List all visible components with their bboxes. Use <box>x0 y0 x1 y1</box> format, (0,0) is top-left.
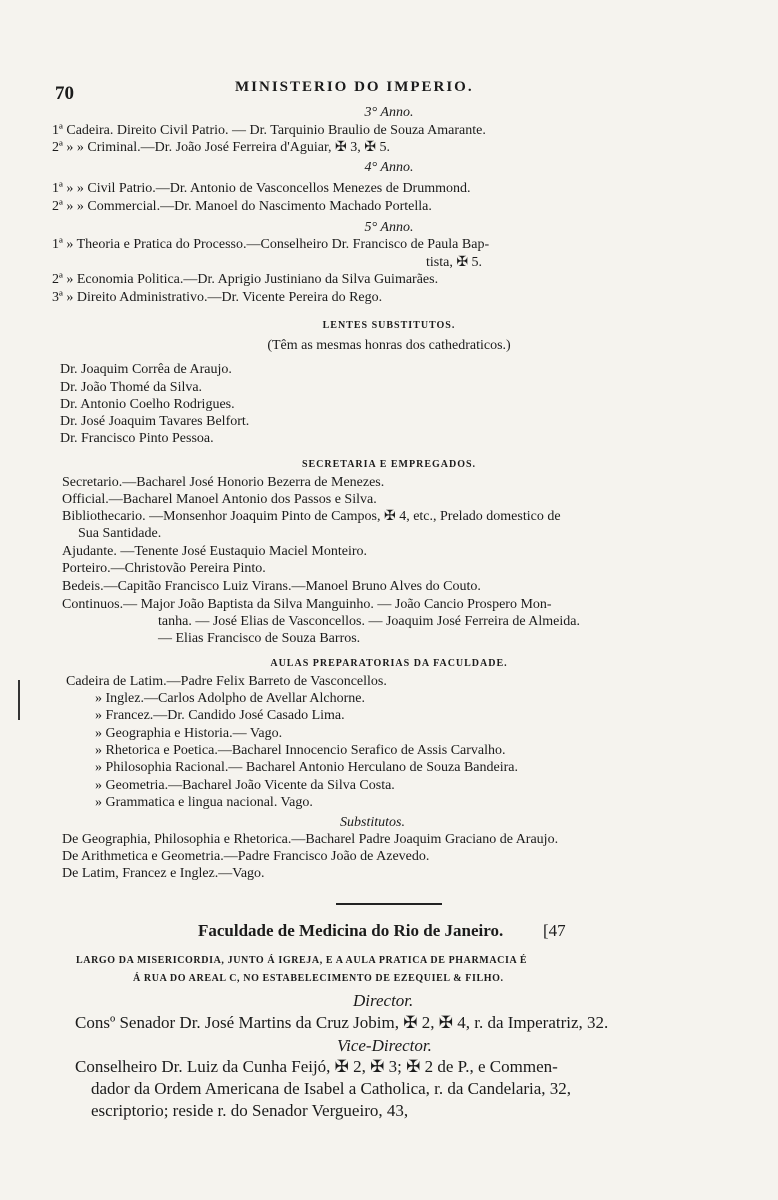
section-divider <box>336 903 442 905</box>
prep-line: Cadeira de Latim.—Padre Felix Barreto de Vasconcellos. <box>66 674 387 689</box>
staff-line: Bibliothecario. —Monsenhor Joaquim Pinto de Campos, ✠ 4, etc., Prelado domestico de <box>62 509 561 524</box>
medicine-ref: [47 <box>543 921 566 940</box>
director-entry: Consº Senador Dr. José Martins da Cruz Jobim, ✠ 2, ✠ 4, r. da Imperatriz, 32. <box>75 1013 609 1032</box>
staff-line: Ajudante. —Tenente José Eustaquio Maciel Monteiro. <box>62 544 367 559</box>
year-3-heading: 3° Anno. <box>364 105 414 120</box>
law-line: 1ª » Theoria e Pratica do Processo.—Conselheiro Dr. Francisco de Paula Bap- <box>52 237 490 252</box>
substitute-name: Dr. João Thomé da Silva. <box>60 380 203 395</box>
prep-line: » Geometria.—Bacharel João Vicente da Silva Costa. <box>95 778 395 793</box>
staff-line: Secretario.—Bacharel José Honorio Bezerra de Menezes. <box>62 475 385 490</box>
prep-line: » Francez.—Dr. Candido José Casado Lima. <box>95 708 345 723</box>
law-line: 2ª » » Criminal.—Dr. João José Ferreira d'Aguiar, ✠ 3, ✠ 5. <box>52 140 391 155</box>
prep-line: De Latim, Francez e Inglez.—Vago. <box>62 866 265 881</box>
medicine-address: Á RUA DO AREAL C, NO ESTABELECIMENTO DE EZEQUIEL & FILHO. <box>133 973 504 984</box>
substitute-name: Dr. Francisco Pinto Pessoa. <box>60 431 214 446</box>
prep-line: De Geographia, Philosophia e Rhetorica.—Bacharel Padre Joaquim Graciano de Araujo. <box>62 832 559 847</box>
substitute-name: Dr. Joaquim Corrêa de Araujo. <box>60 362 232 377</box>
staff-line: Official.—Bacharel Manoel Antonio dos Passos e Silva. <box>62 492 377 507</box>
vice-director-entry: escriptorio; reside r. do Senador Vergueiro, 43, <box>91 1101 409 1120</box>
page-number: 70 <box>55 83 74 104</box>
staff-line: — Elias Francisco de Souza Barros. <box>158 631 361 646</box>
vice-director-label: Vice-Director. <box>337 1036 432 1055</box>
director-label: Director. <box>353 991 414 1010</box>
running-title: MINISTERIO DO IMPERIO. <box>235 79 474 95</box>
staff-line: Continuos.— Major João Baptista da Silva Manguinho. — João Cancio Prospero Mon- <box>62 597 552 612</box>
vice-director-entry: Conselheiro Dr. Luiz da Cunha Feijó, ✠ 2, ✠ 3; ✠ 2 de P., e Commen- <box>75 1057 558 1076</box>
prep-line: » Inglez.—Carlos Adolpho de Avellar Alchorne. <box>95 691 365 706</box>
law-line: 2ª » » Commercial.—Dr. Manoel do Nascimento Machado Portella. <box>52 199 432 214</box>
law-line: 1ª Cadeira. Direito Civil Patrio. — Dr. Tarquinio Braulio de Souza Amarante. <box>52 123 486 138</box>
medicine-address: LARGO DA MISERICORDIA, JUNTO Á IGREJA, E A AULA PRATICA DE PHARMACIA É <box>76 955 528 966</box>
scan-mark <box>18 680 20 720</box>
substitutes-heading: LENTES SUBSTITUTOS. <box>322 320 456 331</box>
prep-substitutes-heading: Substitutos. <box>340 815 405 830</box>
law-line: 1ª » » Civil Patrio.—Dr. Antonio de Vasconcellos Menezes de Drummond. <box>52 181 471 196</box>
law-line: 2ª » Economia Politica.—Dr. Aprigio Justiniano da Silva Guimarães. <box>52 272 439 287</box>
staff-line: Porteiro.—Christovão Pereira Pinto. <box>62 561 266 576</box>
staff-line: Sua Santidade. <box>78 526 162 541</box>
medicine-heading: Faculdade de Medicina do Rio de Janeiro. <box>198 921 504 940</box>
year-4-heading: 4° Anno. <box>364 160 414 175</box>
staff-line: tanha. — José Elias de Vasconcellos. — Joaquim José Ferreira de Almeida. <box>158 614 580 629</box>
prep-line: » Philosophia Racional.— Bacharel Antonio Herculano de Souza Bandeira. <box>95 760 519 775</box>
vice-director-entry: dador da Ordem Americana de Isabel a Catholica, r. da Candelaria, 32, <box>91 1079 572 1098</box>
prep-line: » Rhetorica e Poetica.—Bacharel Innocencio Serafico de Assis Carvalho. <box>95 743 506 758</box>
law-line: tista, ✠ 5. <box>426 255 483 270</box>
substitute-name: Dr. Antonio Coelho Rodrigues. <box>60 397 235 412</box>
substitute-name: Dr. José Joaquim Tavares Belfort. <box>60 414 250 429</box>
staff-line: Bedeis.—Capitão Francisco Luiz Virans.—Manoel Bruno Alves do Couto. <box>62 579 481 594</box>
prep-line: » Grammatica e lingua nacional. Vago. <box>95 795 313 810</box>
staff-heading: SECRETARIA E EMPREGADOS. <box>301 459 477 470</box>
prep-line: » Geographia e Historia.— Vago. <box>95 726 283 741</box>
law-line: 3ª » Direito Administrativo.—Dr. Vicente Pereira do Rego. <box>52 290 383 305</box>
prep-heading: AULAS PREPARATORIAS DA FACULDADE. <box>270 658 508 669</box>
year-5-heading: 5° Anno. <box>364 220 414 235</box>
substitutes-note: (Têm as mesmas honras dos cathedraticos.) <box>267 338 511 353</box>
prep-line: De Arithmetica e Geometria.—Padre Francisco João de Azevedo. <box>62 849 430 864</box>
